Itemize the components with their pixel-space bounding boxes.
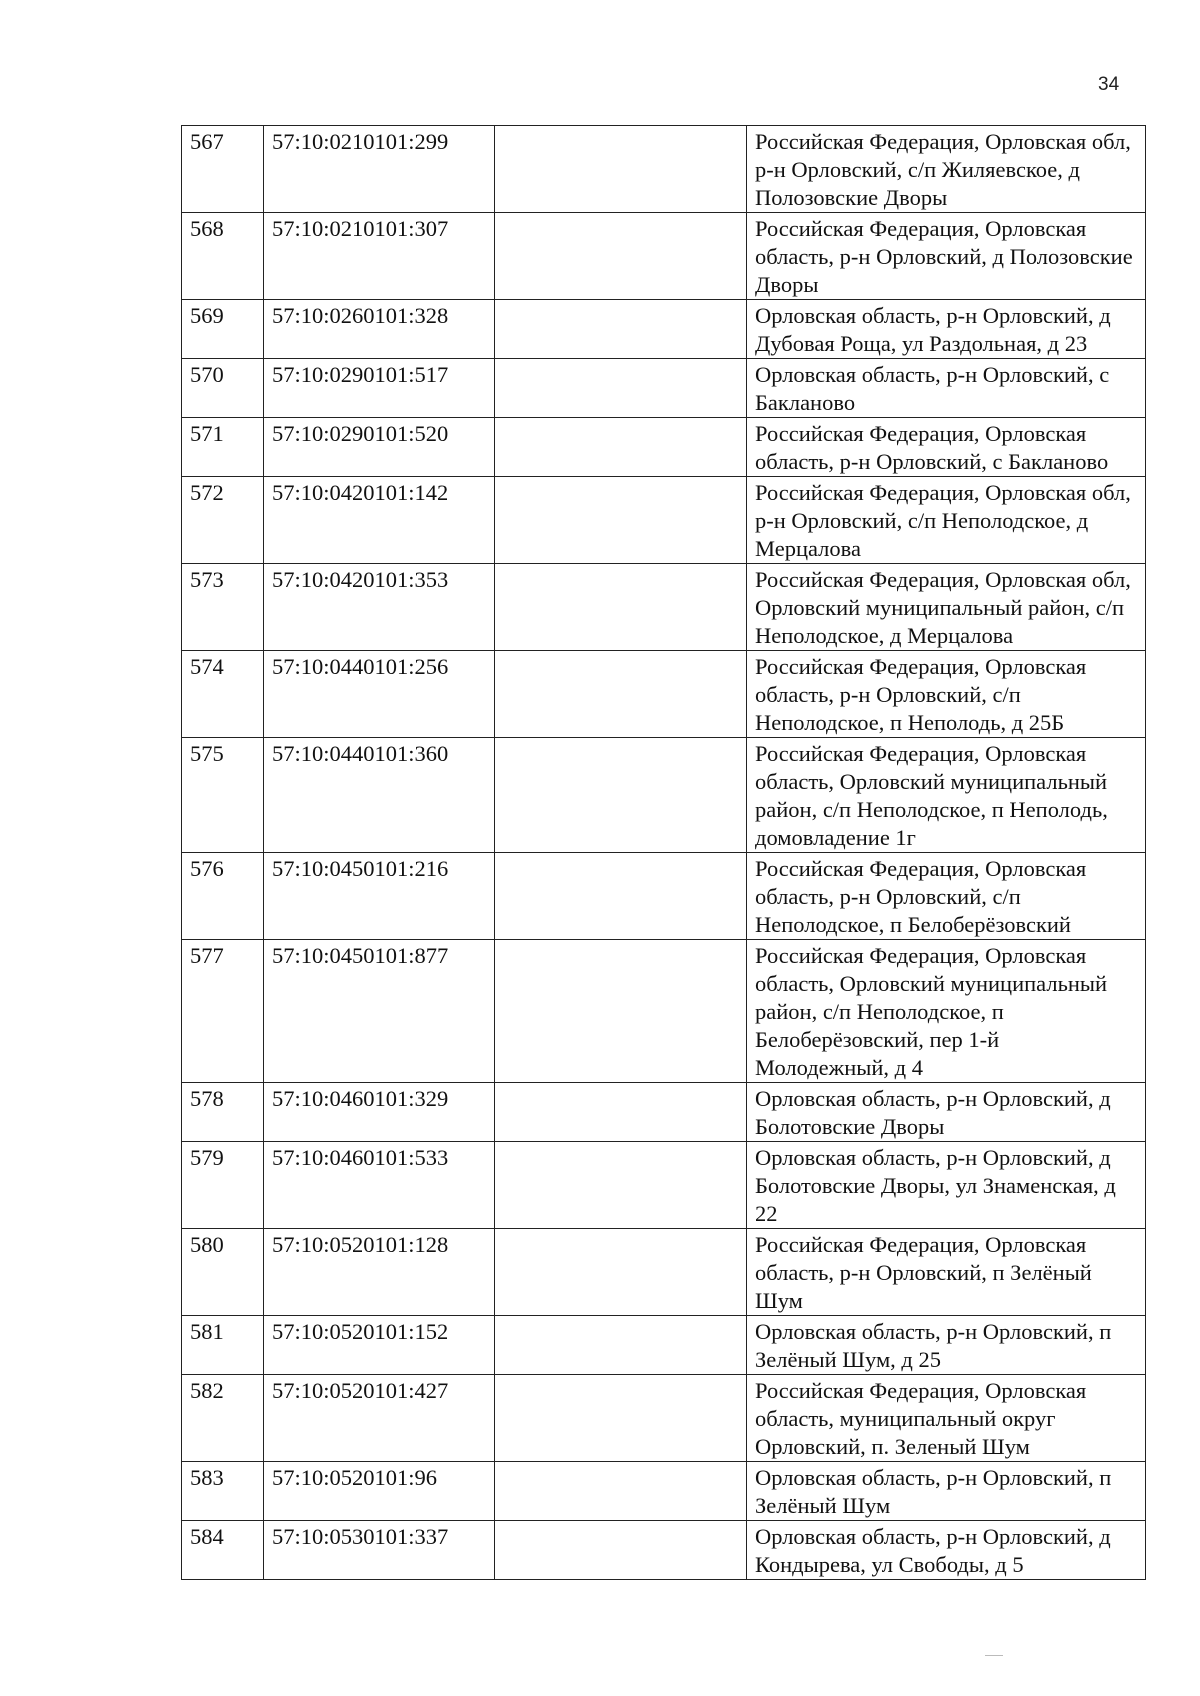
empty-cell [495,853,747,940]
cadastral-number-cell: 57:10:0450101:216 [264,853,495,940]
row-number-cell: 576 [182,853,264,940]
empty-cell [495,126,747,213]
empty-cell [495,1375,747,1462]
row-number-cell: 573 [182,564,264,651]
cadastral-number-cell: 57:10:0290101:520 [264,418,495,477]
table-row [182,359,1146,418]
address-cell: Российская Федерация, Орловская область, р-н Орловский, с/п Неполодское, п Неполодь, д 25Б [747,651,1146,738]
table-row [182,1229,1146,1316]
empty-cell [495,477,747,564]
cadastral-registry-table [181,125,1146,1580]
address-cell: Российская Федерация, Орловская область, Орловский муниципальный район, с/п Неполодское, п Белоберёзовский, пер 1-й Молодежный, д 4 [747,940,1146,1083]
empty-cell [495,213,747,300]
empty-cell [495,1083,747,1142]
table-row [182,564,1146,651]
table-row [182,300,1146,359]
cadastral-number-cell: 57:10:0460101:533 [264,1142,495,1229]
row-number-cell: 571 [182,418,264,477]
address-cell: Российская Федерация, Орловская область, муниципальный округ Орловский, п. Зеленый Шум [747,1375,1146,1462]
cadastral-number-cell: 57:10:0440101:256 [264,651,495,738]
address-cell: Орловская область, р-н Орловский, д Болотовские Дворы, ул Знаменская, д 22 [747,1142,1146,1229]
page-number: 34 [1098,74,1120,95]
cadastral-number-cell: 57:10:0440101:360 [264,738,495,853]
empty-cell [495,1229,747,1316]
row-number-cell: 578 [182,1083,264,1142]
address-cell: Российская Федерация, Орловская область, р-н Орловский, с Бакланово [747,418,1146,477]
address-cell: Российская Федерация, Орловская область, р-н Орловский, п Зелёный Шум [747,1229,1146,1316]
table-row [182,853,1146,940]
address-cell: Российская Федерация, Орловская область, р-н Орловский, с/п Неполодское, п Белоберёзовский [747,853,1146,940]
empty-cell [495,940,747,1083]
table-row [182,1375,1146,1462]
cadastral-number-cell: 57:10:0260101:328 [264,300,495,359]
row-number-cell: 582 [182,1375,264,1462]
table-row [182,940,1146,1083]
cadastral-number-cell: 57:10:0210101:299 [264,126,495,213]
table-row [182,738,1146,853]
cadastral-number-cell: 57:10:0520101:152 [264,1316,495,1375]
table-row [182,213,1146,300]
empty-cell [495,564,747,651]
cadastral-number-cell: 57:10:0520101:427 [264,1375,495,1462]
empty-cell [495,359,747,418]
cadastral-number-cell: 57:10:0520101:128 [264,1229,495,1316]
row-number-cell: 570 [182,359,264,418]
cadastral-number-cell: 57:10:0210101:307 [264,213,495,300]
empty-cell [495,418,747,477]
address-cell: Орловская область, р-н Орловский, д Болотовские Дворы [747,1083,1146,1142]
address-cell: Российская Федерация, Орловская область, Орловский муниципальный район, с/п Неполодское, п Неполодь, домовладение 1г [747,738,1146,853]
table-row [182,1316,1146,1375]
row-number-cell: 580 [182,1229,264,1316]
table-row [182,477,1146,564]
cadastral-number-cell: 57:10:0290101:517 [264,359,495,418]
empty-cell [495,1521,747,1580]
row-number-cell: 579 [182,1142,264,1229]
table-row [182,1142,1146,1229]
row-number-cell: 568 [182,213,264,300]
empty-cell [495,300,747,359]
table-row [182,651,1146,738]
table-row [182,1521,1146,1580]
scan-artifact [985,1655,1003,1656]
row-number-cell: 569 [182,300,264,359]
table-row [182,1083,1146,1142]
cadastral-number-cell: 57:10:0420101:353 [264,564,495,651]
row-number-cell: 574 [182,651,264,738]
row-number-cell: 584 [182,1521,264,1580]
cadastral-number-cell: 57:10:0420101:142 [264,477,495,564]
table-body [182,126,1146,1580]
address-cell: Российская Федерация, Орловская обл, Орловский муниципальный район, с/п Неполодское, д Мерцалова [747,564,1146,651]
empty-cell [495,1462,747,1521]
row-number-cell: 572 [182,477,264,564]
empty-cell [495,1142,747,1229]
cadastral-number-cell: 57:10:0520101:96 [264,1462,495,1521]
address-cell: Орловская область, р-н Орловский, д Дубовая Роща, ул Раздольная, д 23 [747,300,1146,359]
address-cell: Орловская область, р-н Орловский, с Бакланово [747,359,1146,418]
address-cell: Российская Федерация, Орловская обл, р-н Орловский, с/п Жиляевское, д Полозовские Дворы [747,126,1146,213]
table-row [182,1462,1146,1521]
cadastral-number-cell: 57:10:0460101:329 [264,1083,495,1142]
empty-cell [495,651,747,738]
cadastral-number-cell: 57:10:0530101:337 [264,1521,495,1580]
address-cell: Орловская область, р-н Орловский, д Кондырева, ул Свободы, д 5 [747,1521,1146,1580]
row-number-cell: 583 [182,1462,264,1521]
address-cell: Российская Федерация, Орловская область, р-н Орловский, д Полозовские Дворы [747,213,1146,300]
address-cell: Российская Федерация, Орловская обл, р-н Орловский, с/п Неполодское, д Мерцалова [747,477,1146,564]
row-number-cell: 567 [182,126,264,213]
row-number-cell: 577 [182,940,264,1083]
address-cell: Орловская область, р-н Орловский, п Зелёный Шум, д 25 [747,1316,1146,1375]
table-row [182,418,1146,477]
row-number-cell: 575 [182,738,264,853]
row-number-cell: 581 [182,1316,264,1375]
cadastral-number-cell: 57:10:0450101:877 [264,940,495,1083]
empty-cell [495,738,747,853]
address-cell: Орловская область, р-н Орловский, п Зелёный Шум [747,1462,1146,1521]
empty-cell [495,1316,747,1375]
table-row [182,126,1146,213]
